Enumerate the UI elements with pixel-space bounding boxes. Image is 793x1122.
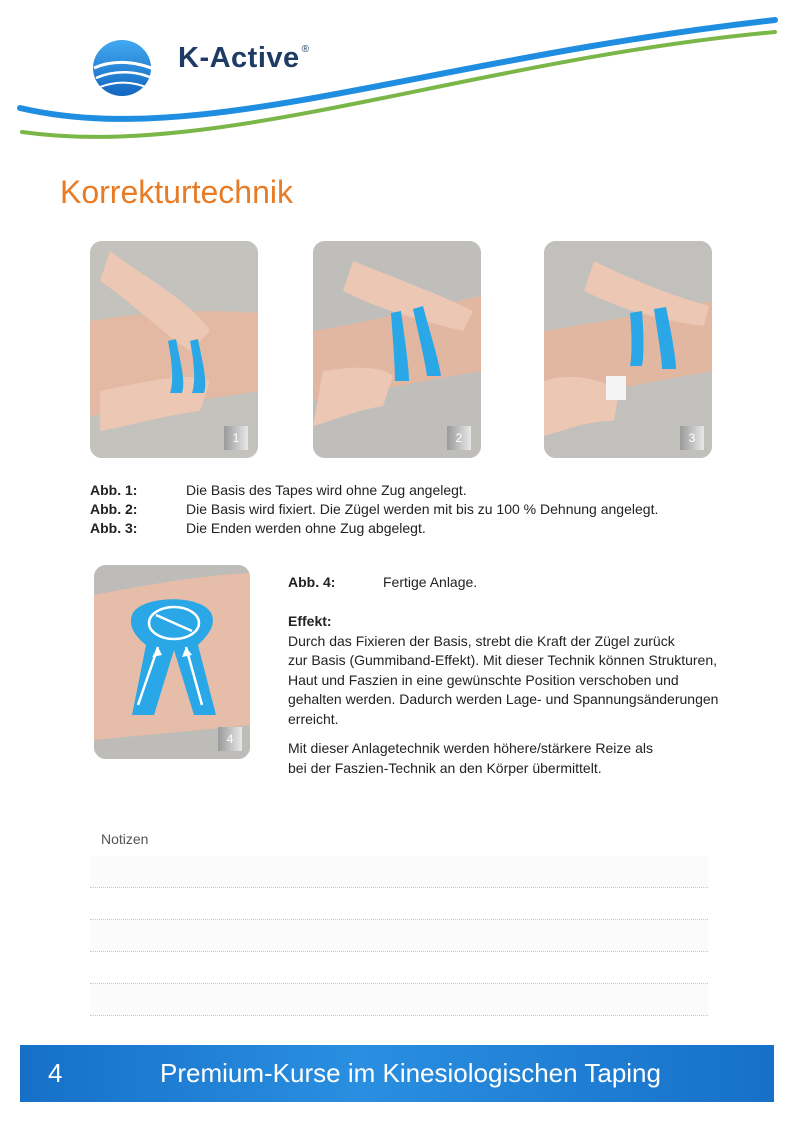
effekt-heading: Effekt:	[288, 613, 332, 629]
caption-abb-1: Abb. 1: Die Basis des Tapes wird ohne Zug angelegt.	[90, 482, 467, 498]
page-title: Korrekturtechnik	[60, 174, 293, 210]
photo-number-badge: 4	[218, 727, 242, 751]
photo-number-badge: 3	[680, 426, 704, 450]
notes-label: Notizen	[101, 831, 149, 847]
effekt-line: zur Basis (Gummiband-Effekt). Mit dieser Technik können Strukturen,	[288, 652, 717, 668]
photo-3	[544, 241, 712, 458]
photo-1	[90, 241, 258, 458]
notes-area[interactable]	[90, 824, 708, 1016]
effekt-line: erreicht.	[288, 710, 339, 727]
footer-title: Premium-Kurse im Kinesiologischen Taping	[160, 1058, 661, 1088]
brand-wordmark: K-Active ®	[178, 42, 310, 74]
effekt-line: Durch das Fixieren der Basis, strebt die Kraft der Zügel zurück	[288, 632, 675, 649]
photo-number-badge: 1	[224, 426, 248, 450]
caption-abb-4: Abb. 4: Fertige Anlage.	[288, 574, 478, 590]
page-number: 4	[48, 1058, 63, 1088]
note-line: bei der Faszien-Technik an den Körper übermittelt.	[288, 759, 602, 776]
effekt-line: gehalten werden. Dadurch werden Lage- und Spannungsänderungen	[288, 691, 719, 707]
photo-4	[94, 565, 250, 759]
caption-abb-2: Abb. 2: Die Basis wird fixiert. Die Zügel werden mit bis zu 100 % Dehnung angelegt.	[90, 501, 659, 517]
fig4-description	[288, 573, 788, 778]
k-active-logo-icon	[92, 38, 162, 98]
effekt-line: Haut und Faszien in eine gewünschte Position verschoben und	[288, 671, 679, 688]
photo-2	[313, 241, 481, 458]
caption-abb-3: Abb. 3: Die Enden werden ohne Zug abgelegt.	[90, 520, 426, 536]
note-line: Mit dieser Anlagetechnik werden höhere/stärkere Reize als	[288, 740, 653, 756]
photo-number-badge: 2	[447, 426, 471, 450]
